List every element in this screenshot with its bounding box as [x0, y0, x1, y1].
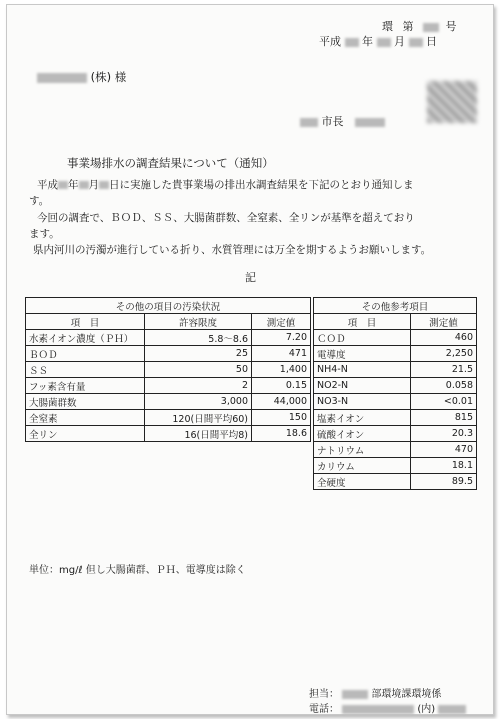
table-row: [314, 474, 477, 490]
redacted-year: [345, 38, 359, 47]
cell-value: 815: [411, 410, 477, 426]
doc-no-label: 環 第: [382, 20, 417, 33]
body-era: 平成: [37, 179, 58, 191]
table-row: [26, 362, 311, 378]
redacted-seal: [427, 81, 477, 123]
body-month-unit: 月: [88, 179, 99, 191]
cell-value: 20.3: [411, 426, 477, 442]
addressee-suffix: (株) 様: [90, 70, 127, 84]
redacted-extension: [438, 705, 466, 714]
redacted-mayor-name: [355, 118, 385, 127]
table-row: [26, 378, 311, 394]
body-line-3: 今回の調査で、ＢＯＤ、ＳＳ、大腸菌群数、全窒素、全リンが基準を超えており: [37, 212, 415, 224]
table-row: [26, 426, 311, 442]
cell-item: 電導度: [314, 346, 411, 362]
table-row: [314, 426, 477, 442]
pollution-status-table: [25, 297, 311, 442]
cell-item: ナトリウム: [314, 442, 411, 458]
cell-value: 1,400: [252, 362, 311, 378]
cell-item: NO2-N: [314, 378, 411, 394]
cell-item: 全窒素: [26, 410, 145, 426]
cell-value: 18.6: [252, 426, 311, 442]
cell-item: NO3-N: [314, 394, 411, 410]
subject-line: 事業場排水の調査結果について（通知）: [67, 156, 274, 170]
tel-ext-label: (内): [417, 704, 436, 715]
cell-limit: 25: [145, 346, 252, 362]
redacted-month: [377, 38, 391, 47]
ki-heading: 記: [245, 271, 256, 284]
table-row: [26, 346, 311, 362]
reference-items-table: [313, 297, 477, 490]
doc-no-suffix: 号: [445, 20, 460, 33]
cell-item: ＳＳ: [26, 362, 145, 378]
body-line-4: ます。: [29, 228, 60, 240]
cell-item: フッ素含有量: [26, 378, 145, 394]
month-unit: 月: [394, 35, 405, 48]
table-row: [314, 362, 477, 378]
table-row: [26, 330, 311, 346]
unit-note: 単位：mg/ℓ 但し大腸菌群、ＰＨ、電導度は除く: [29, 565, 246, 576]
cell-item: 水素イオン濃度（ＰＨ）: [26, 330, 145, 346]
cell-item: 大腸菌群数: [26, 394, 145, 410]
document-number: [382, 18, 460, 34]
contact-phone: [309, 700, 466, 715]
cell-item: 硫酸イオン: [314, 426, 411, 442]
cell-value: 0.058: [411, 378, 477, 394]
table-row: [314, 442, 477, 458]
sender: [300, 113, 385, 129]
cell-value: 21.5: [411, 362, 477, 378]
cell-value: 44,000: [252, 394, 311, 410]
redacted-survey-year: [58, 181, 68, 189]
redacted-city: [300, 118, 318, 127]
cell-value: 7.20: [252, 330, 311, 346]
cell-limit: 50: [145, 362, 252, 378]
table-row: [314, 410, 477, 426]
redacted-department: [342, 690, 368, 699]
body-line-2: す。: [29, 195, 50, 207]
body-line-1-text: 日に実施した貴事業場の排出水調査結果を下記のとおり通知しま: [109, 179, 414, 191]
cell-item: ＣＯＤ: [314, 330, 411, 346]
cell-value: 460: [411, 330, 477, 346]
redacted-phone-number: [342, 705, 414, 714]
table-title: その他の項目の汚染状況: [26, 298, 311, 314]
column-header: 許容限度: [145, 314, 252, 330]
table-row: [314, 346, 477, 362]
document-page: [6, 4, 494, 715]
body-year-unit: 年: [68, 179, 79, 191]
redacted-company: [37, 73, 87, 83]
table-row: [314, 394, 477, 410]
cell-limit: 5.8～8.6: [145, 330, 252, 346]
table-title: その他参考項目: [314, 298, 477, 314]
era-label: 平成: [319, 35, 341, 48]
redacted-day: [409, 38, 423, 47]
table-row: [314, 458, 477, 474]
cell-limit: 2: [145, 378, 252, 394]
table-row: [26, 394, 311, 410]
table-row: [26, 410, 311, 426]
document-date: [319, 33, 437, 49]
cell-item: 塩素イオン: [314, 410, 411, 426]
charge-suffix: 部環境課環境係: [371, 689, 442, 700]
cell-value: 150: [252, 410, 311, 426]
contact-charge: [309, 685, 441, 700]
body-line-1: [37, 177, 414, 192]
cell-limit: 3,000: [145, 394, 252, 410]
cell-limit: 120(日間平均60): [145, 410, 252, 426]
body-line-5: 県内河川の汚濁が進行している折り、水質管理には万全を期するようお願いします。: [33, 244, 432, 256]
cell-value: 0.15: [252, 378, 311, 394]
redacted-survey-day: [99, 181, 109, 189]
cell-item: 全硬度: [314, 474, 411, 490]
column-header: 測定値: [411, 314, 477, 330]
redacted-survey-month: [79, 181, 89, 189]
column-header: 項 目: [26, 314, 145, 330]
cell-item: ＢＯＤ: [26, 346, 145, 362]
column-header: 測定値: [252, 314, 311, 330]
cell-value: <0.01: [411, 394, 477, 410]
column-header: 項 目: [314, 314, 411, 330]
cell-item: カリウム: [314, 458, 411, 474]
cell-value: 471: [252, 346, 311, 362]
cell-item: NH4-N: [314, 362, 411, 378]
table-row: [314, 330, 477, 346]
year-unit: 年: [362, 35, 373, 48]
addressee: [37, 69, 126, 85]
sender-title: 市長: [321, 115, 344, 128]
cell-value: 89.5: [411, 474, 477, 490]
cell-value: 470: [411, 442, 477, 458]
charge-label: 担当：: [309, 689, 339, 700]
cell-value: 18.1: [411, 458, 477, 474]
table-row: [314, 378, 477, 394]
redacted-number: [423, 23, 439, 32]
cell-item: 全リン: [26, 426, 145, 442]
cell-value: 2,250: [411, 346, 477, 362]
cell-limit: 16(日間平均8): [145, 426, 252, 442]
tel-label: 電話：: [309, 704, 339, 715]
day-unit: 日: [426, 35, 437, 48]
